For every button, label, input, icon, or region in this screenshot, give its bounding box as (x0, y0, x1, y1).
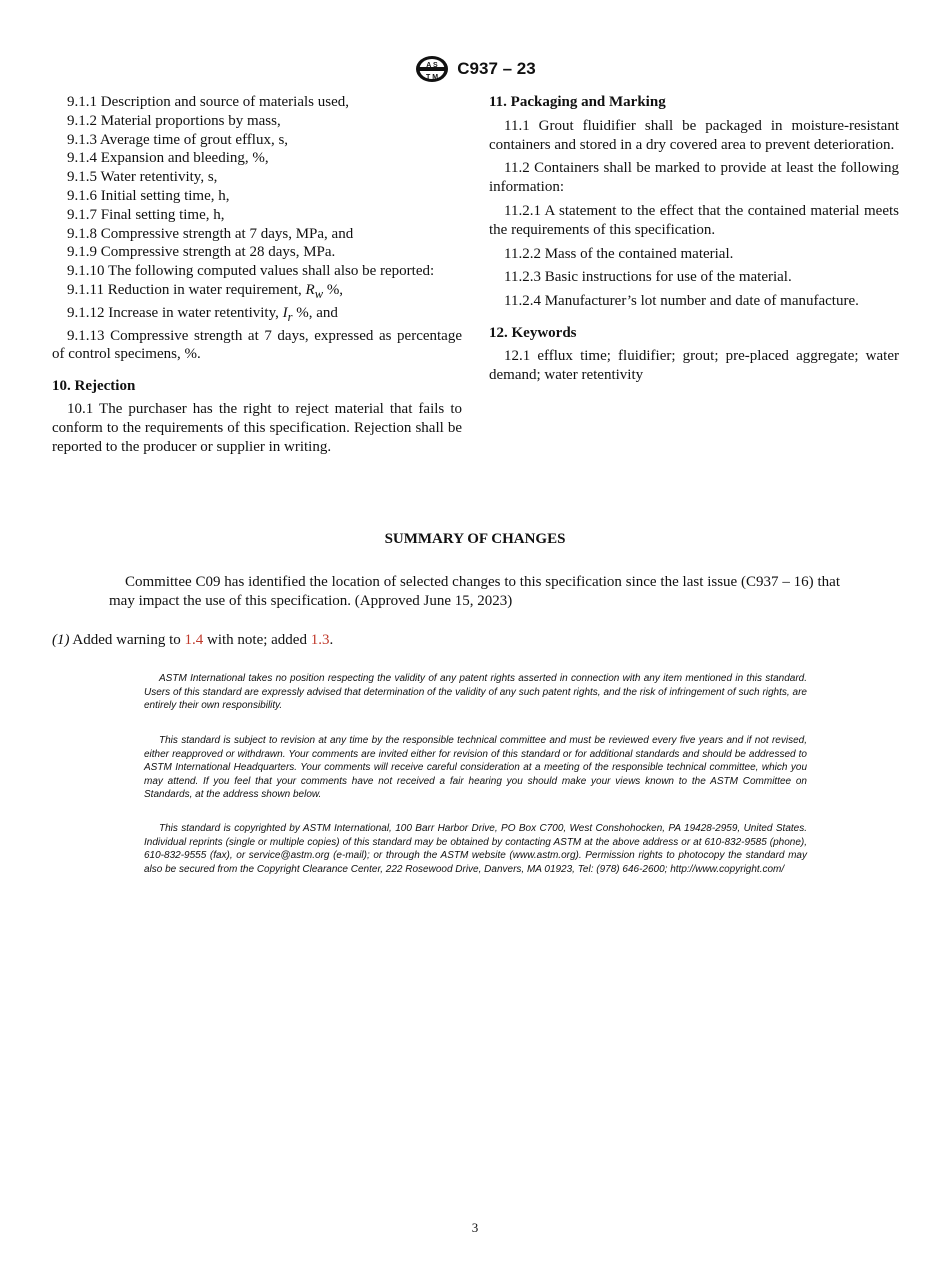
section-link-1-3[interactable]: 1.3 (310, 632, 330, 648)
list-item-9-1-11: 9.1.11 Reduction in water requirement, $R_w$ %, (67, 281, 344, 301)
section-11-1-text: 11.1 Grout fluidifier shall be packaged in moisture-resistant containers and stored in a dry covered area to prevent deterioration. (489, 117, 899, 153)
symbol-i: I (282, 304, 288, 321)
section-11-2-2-text: 11.2.2 Mass of the contained material. (504, 245, 734, 262)
astm-logo-icon (414, 55, 450, 83)
section-link-1-4[interactable]: 1.4 (184, 632, 204, 648)
list-item: 9.1.1 Description and source of materials used, (67, 94, 350, 110)
section-11-2-3-text: 11.2.3 Basic instructions for use of the material. (504, 269, 792, 286)
section-heading-rejection: 10. Rejection (52, 378, 136, 395)
change-list-item: (1) Added warning to 1.4 with note; added 1.3. (52, 632, 334, 648)
list-item: 9.1.7 Final setting time, h, (67, 206, 225, 223)
list-item-9-1-12: 9.1.12 Increase in water retentivity, $I_r$ %, and (67, 304, 338, 324)
svg-text:A S: A S (426, 62, 438, 69)
list-item: 9.1.8 Compressive strength at 7 days, MPa, and (67, 225, 354, 242)
subscript-w: w (314, 286, 324, 301)
section-10-1-text: 10.1 The purchaser has the right to reject material that fails to conform to the requirements of this specification. Rejection shall be reported to the producer or supplier in writing. (52, 400, 462, 455)
section-heading-packaging: 11. Packaging and Marking (489, 94, 666, 110)
patent-notice: ASTM International takes no position respecting the validity of any patent rights asserted in connection with any item mentioned in this standard. Users of this standard are expressly advised that determination of the validity of any such patent rights, and the risk of infringement of such rights, are entirely their own responsibility. (144, 673, 807, 712)
section-11-2-1-text: 11.2.1 A statement to the effect that the contained material meets the requirements of this specification. (489, 202, 899, 238)
list-item: 9.1.3 Average time of grout efflux, s, (67, 131, 289, 148)
list-item: 9.1.4 Expansion and bleeding, %, (67, 150, 269, 167)
list-item: 9.1.2 Material proportions by mass, (67, 112, 281, 129)
list-item: 9.1.9 Compressive strength at 28 days, MPa. (67, 244, 336, 261)
page-number: 3 (471, 1220, 479, 1235)
list-item: 9.1.6 Initial setting time, h, (67, 187, 230, 204)
summary-body: Committee C09 has identified the location of selected changes to this specification since the last issue (C937 – 16) that may impact the use of this specification. (Approved June 15, 2023) (109, 574, 840, 609)
left-column (52, 93, 462, 456)
revision-notice: This standard is subject to revision at any time by the responsible technical committee and must be reviewed every five years and if not revised, either reapproved or withdrawn. Your comments are invited either for revision of this standard or for additional standards and should be addressed to ASTM International Headquarters. Your comments will receive careful consideration at a meeting of the responsible technical committee, which you may attend. If you feel that your comments have not received a fair hearing you should make your views known to the ASTM Committee on Standards, at the address shown below. (144, 735, 807, 801)
symbol-r: R (305, 281, 315, 298)
summary-title: SUMMARY OF CHANGES (384, 531, 566, 547)
section-12-1-text: 12.1 efflux time; fluidifier; grout; pre-placed aggregate; water demand; water retentivity (489, 347, 899, 383)
document-designation: C937 – 23 (457, 59, 536, 78)
copyright-notice: This standard is copyrighted by ASTM International, 100 Barr Harbor Drive, PO Box C700, West Conshohocken, PA 19428-2959, United States. Individual reprints (single or multiple copies) of this standard may be obtained by contacting ASTM at the above address or at 610-832-9585 (phone), 610-832-9555 (fax), or service@astm.org (e-mail); or through the ASTM website (www.astm.org). Permission rights to photocopy the standard may also be secured from the Copyright Clearance Center, 222 Rosewood Drive, Danvers, MA 01923, Tel: (978) 646-2600; http://www.copyright.com/ (144, 823, 807, 875)
subscript-r: r (287, 309, 293, 324)
list-item-9-1-13: 9.1.13 Compressive strength at 7 days, expressed as percentage of control specimens, %. (52, 327, 462, 363)
page-header (0, 55, 950, 83)
svg-text:T M: T M (426, 74, 439, 81)
list-item: 9.1.5 Water retentivity, s, (67, 169, 218, 186)
section-heading-keywords: 12. Keywords (489, 324, 577, 341)
list-item-9-1-10: 9.1.10 The following computed values shall also be reported: (67, 263, 435, 280)
right-column (489, 93, 899, 384)
section-11-2-text: 11.2 Containers shall be marked to provide at least the following information: (489, 160, 899, 196)
section-11-2-4-text: 11.2.4 Manufacturer’s lot number and date of manufacture. (504, 293, 859, 310)
